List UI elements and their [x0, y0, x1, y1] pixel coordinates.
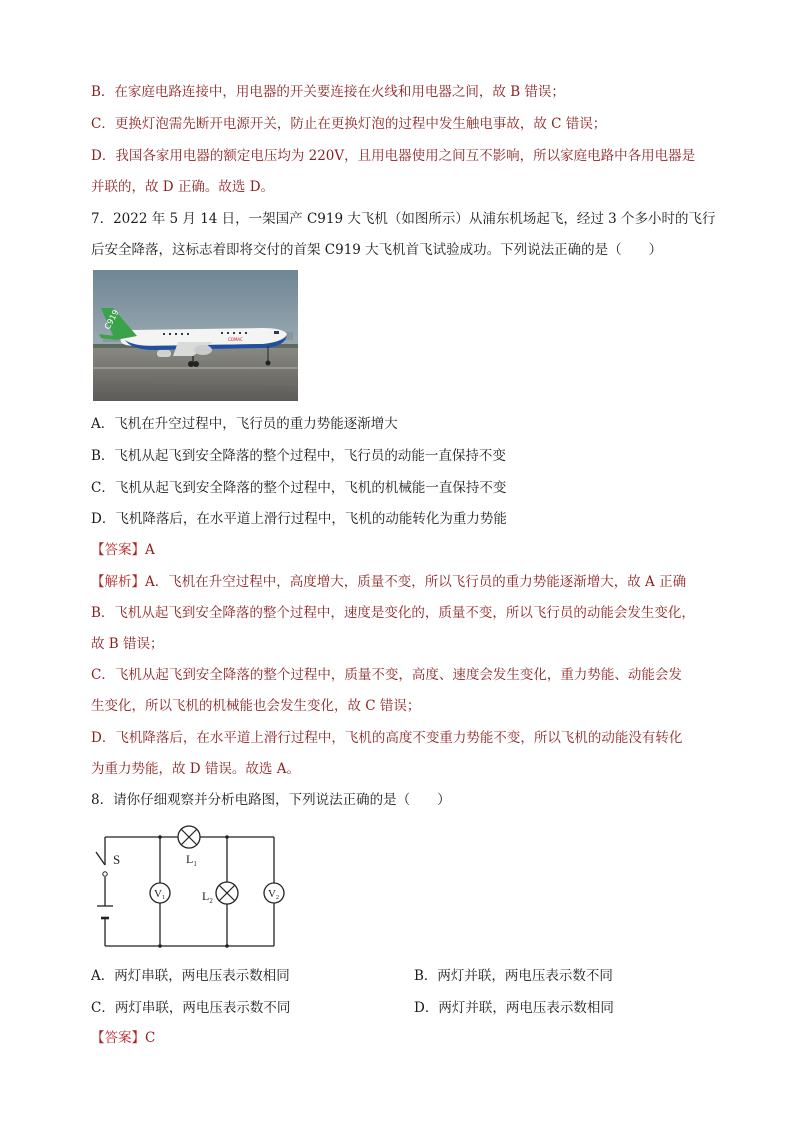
voltmeter-v1	[150, 883, 170, 903]
lamp-l2-subscript: 2	[209, 897, 213, 905]
analysis-7-d-cont: 为重力势能，故 D 错误。故选 A。	[91, 761, 300, 777]
question-8-stem: 8．请你仔细观察并分析电路图，下列说法正确的是（ ）	[91, 792, 451, 808]
analysis-7-d: D．飞机降落后，在水平道上滑行过程中，飞机的高度不变重力势能不变，所以飞机的动能没有转化	[91, 730, 683, 746]
svg-text:L1	[186, 852, 197, 868]
option-8-d: D．两灯并联，两电压表示数相同	[414, 1000, 614, 1016]
svg-text:L2	[202, 889, 213, 905]
option-8-b: B．两灯并联，两电压表示数不同	[414, 968, 613, 984]
analysis-line-d: D．我国各家用电器的额定电压均为 220V，且用电器使用之间互不影响，所以家庭电路中各用电器是	[91, 148, 696, 164]
analysis-line-d-cont: 并联的，故 D 正确。故选 D。	[91, 179, 275, 195]
analysis-7-c-cont: 生变化，所以飞机的机械能也会发生变化，故 C 错误；	[91, 698, 421, 714]
option-8-a: A．两灯串联，两电压表示数相同	[91, 968, 290, 984]
question-7-stem-cont: 后安全降落，这标志着即将交付的首架 C919 大飞机首飞试验成功。下列说法正确的是（ ）	[91, 242, 663, 258]
answer-8	[91, 1028, 155, 1048]
analysis-7-b-cont: 故 B 错误；	[91, 636, 164, 652]
tail-text: C919	[102, 308, 121, 331]
answer-tag: 【答案】	[91, 542, 145, 558]
voltmeter-v2	[264, 883, 284, 903]
lamp-l1	[178, 826, 200, 848]
battery-symbol	[97, 906, 113, 918]
answer-tag: 【答案】	[91, 1030, 145, 1046]
analysis-7-b: B．飞机从起飞到安全降落的整个过程中，速度是变化的，质量不变，所以飞行员的动能会发生变化，	[91, 605, 695, 621]
analysis-line-b: B．在家庭电路连接中，用电器的开关要连接在火线和用电器之间，故 B 错误；	[91, 84, 565, 100]
voltmeter-v1-subscript: 1	[161, 895, 165, 901]
analysis-7-a	[91, 572, 686, 592]
voltmeter-v1-label: V	[154, 888, 162, 900]
switch-label: S	[113, 852, 121, 867]
lamp-l1-subscript: 1	[193, 860, 197, 868]
fuselage-text: COMAC	[228, 337, 243, 342]
analysis-text: A．飞机在升空过程中，高度增大，质量不变，所以飞行员的重力势能逐渐增大，故 A 正确	[145, 574, 687, 590]
voltmeter-v2-label: V	[268, 888, 276, 900]
analysis-line-c: C．更换灯泡需先断开电源开关，防止在更换灯泡的过程中发生触电事故，故 C 错误；	[91, 116, 607, 132]
option-8-c: C．两灯串联，两电压表示数不同	[91, 1000, 291, 1016]
option-7-c: C．飞机从起飞到安全降落的整个过程中，飞机的机械能一直保持不变	[91, 480, 507, 496]
answer-value: C	[145, 1030, 156, 1046]
question-7-stem: 7．2022 年 5 月 14 日，一架国产 C919 大飞机（如图所示）从浦东机场起飞，经过 3 个多小时的飞行	[91, 211, 716, 227]
c919-airplane-photo	[93, 270, 298, 401]
lamp-l2-label: L	[202, 889, 210, 903]
analysis-tag: 【解析】	[91, 574, 145, 590]
voltmeter-v2-subscript: 2	[275, 895, 279, 901]
analysis-7-c: C．飞机从起飞到安全降落的整个过程中，质量不变，高度、速度会发生变化，重力势能、动能会发	[91, 667, 682, 683]
option-7-b: B．飞机从起飞到安全降落的整个过程中，飞行员的动能一直保持不变	[91, 448, 506, 464]
lamp-l2	[216, 882, 238, 904]
lamp-l1-label: L	[186, 852, 194, 866]
circuit-diagram	[88, 822, 288, 956]
answer-value: A	[145, 542, 155, 558]
option-7-a: A．飞机在升空过程中，飞行员的重力势能逐渐增大	[91, 416, 398, 432]
answer-7	[91, 540, 155, 560]
option-7-d: D．飞机降落后，在水平道上滑行过程中，飞机的动能转化为重力势能	[91, 511, 507, 527]
